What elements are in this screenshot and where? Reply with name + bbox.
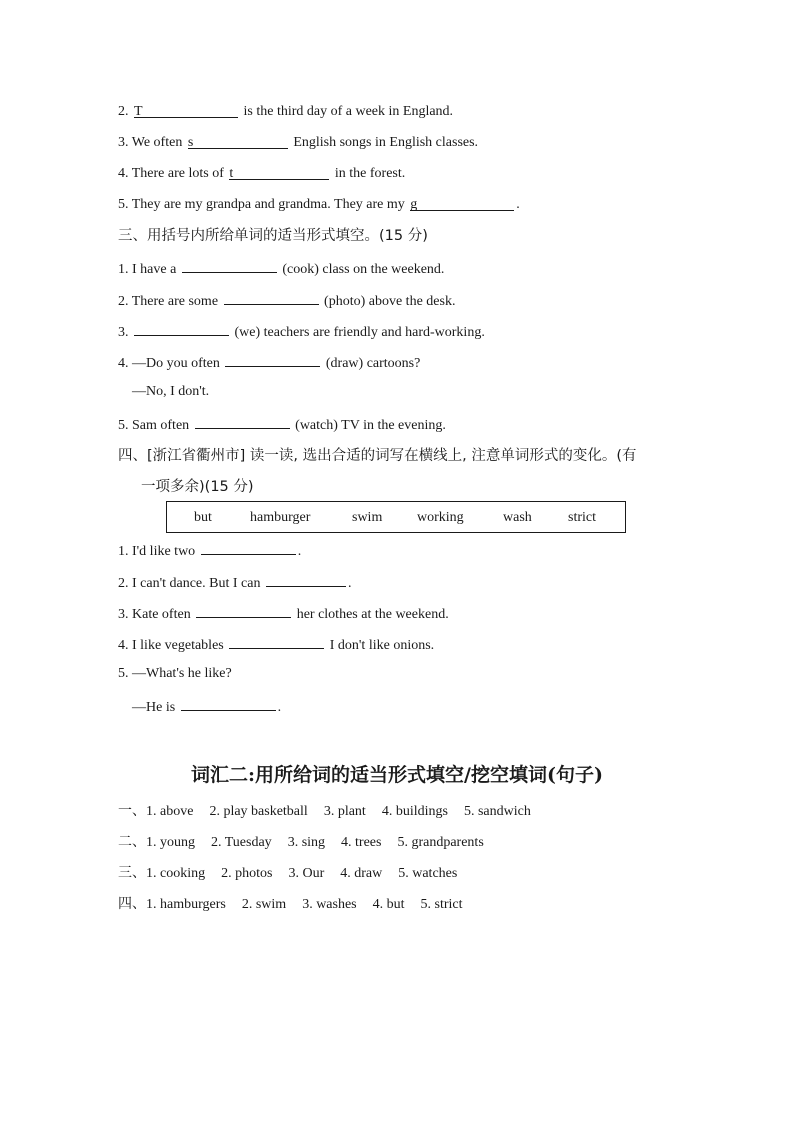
part4-heading-line1: 四、[浙江省衢州市] 读一读, 选出合适的词写在横线上, 注意单词形式的变化。(有: [118, 448, 637, 464]
answer-blank[interactable]: [182, 257, 277, 273]
p3-question-4-reply: —No, I don't.: [132, 384, 210, 399]
p4-question-5: 5. —What's he like?: [118, 666, 232, 681]
part4-heading-line2: 一项多余)(15 分): [141, 479, 254, 495]
word-bank-item: wash: [503, 510, 532, 525]
answer-blank[interactable]: t: [229, 164, 329, 180]
answer-row-2: 二、1. young 2. Tuesday 3. sing 4. trees 5. grandparents: [118, 834, 484, 850]
answer-blank[interactable]: [201, 539, 296, 555]
p3-question-4: 4. —Do you often (draw) cartoons?: [118, 351, 420, 374]
answer-blank[interactable]: T: [134, 102, 238, 118]
answer-blank[interactable]: [196, 602, 291, 618]
p3-question-2: 2. There are some (photo) above the desk.: [118, 289, 455, 312]
answer-blank[interactable]: [225, 351, 320, 367]
p2-question-2: 2. T is the third day of a week in England.: [118, 104, 454, 119]
p3-question-1: 1. I have a (cook) class on the weekend.: [118, 257, 444, 280]
p2-question-4: 4. There are lots of t in the forest.: [118, 166, 406, 181]
answer-row-4: 四、1. hamburgers 2. swim 3. washes 4. but 5. strict: [118, 896, 463, 912]
answer-blank[interactable]: [134, 320, 229, 336]
word-bank-item: swim: [352, 510, 383, 525]
answer-blank[interactable]: [195, 413, 290, 429]
p3-question-5: 5. Sam often (watch) TV in the evening.: [118, 413, 446, 436]
answer-blank[interactable]: [266, 571, 346, 587]
answer-row-3: 三、1. cooking 2. photos 3. Our 4. draw 5. watches: [118, 865, 458, 881]
answer-blank[interactable]: g: [410, 195, 514, 211]
p4-question-3: 3. Kate often her clothes at the weekend.: [118, 602, 449, 625]
answer-row-1: 一、1. above 2. play basketball 3. plant 4. buildings 5. sandwich: [118, 803, 531, 819]
p2-question-5: 5. They are my grandpa and grandma. They are my g .: [118, 197, 520, 212]
p4-question-5-reply: —He is .: [132, 695, 281, 718]
p4-question-1: 1. I'd like two .: [118, 539, 301, 562]
p4-question-4: 4. I like vegetables I don't like onions.: [118, 633, 434, 656]
answer-blank[interactable]: [224, 289, 319, 305]
answer-key-title: 词汇二:用所给词的适当形式填空/挖空填词(句子): [191, 764, 603, 786]
part3-heading: 三、用括号内所给单词的适当形式填空。(15 分): [118, 228, 428, 244]
word-bank-item: but: [194, 510, 212, 525]
answer-blank[interactable]: [181, 695, 276, 711]
answer-blank[interactable]: s: [188, 133, 288, 149]
answer-blank[interactable]: [229, 633, 324, 649]
word-bank-item: strict: [568, 510, 596, 525]
p2-question-3: 3. We often s English songs in English classes.: [118, 135, 479, 150]
word-bank-item: hamburger: [250, 510, 311, 525]
word-bank-item: working: [417, 510, 464, 525]
p4-question-2: 2. I can't dance. But I can .: [118, 571, 351, 594]
word-bank: [166, 501, 626, 533]
p3-question-3: 3. (we) teachers are friendly and hard-working.: [118, 320, 485, 343]
